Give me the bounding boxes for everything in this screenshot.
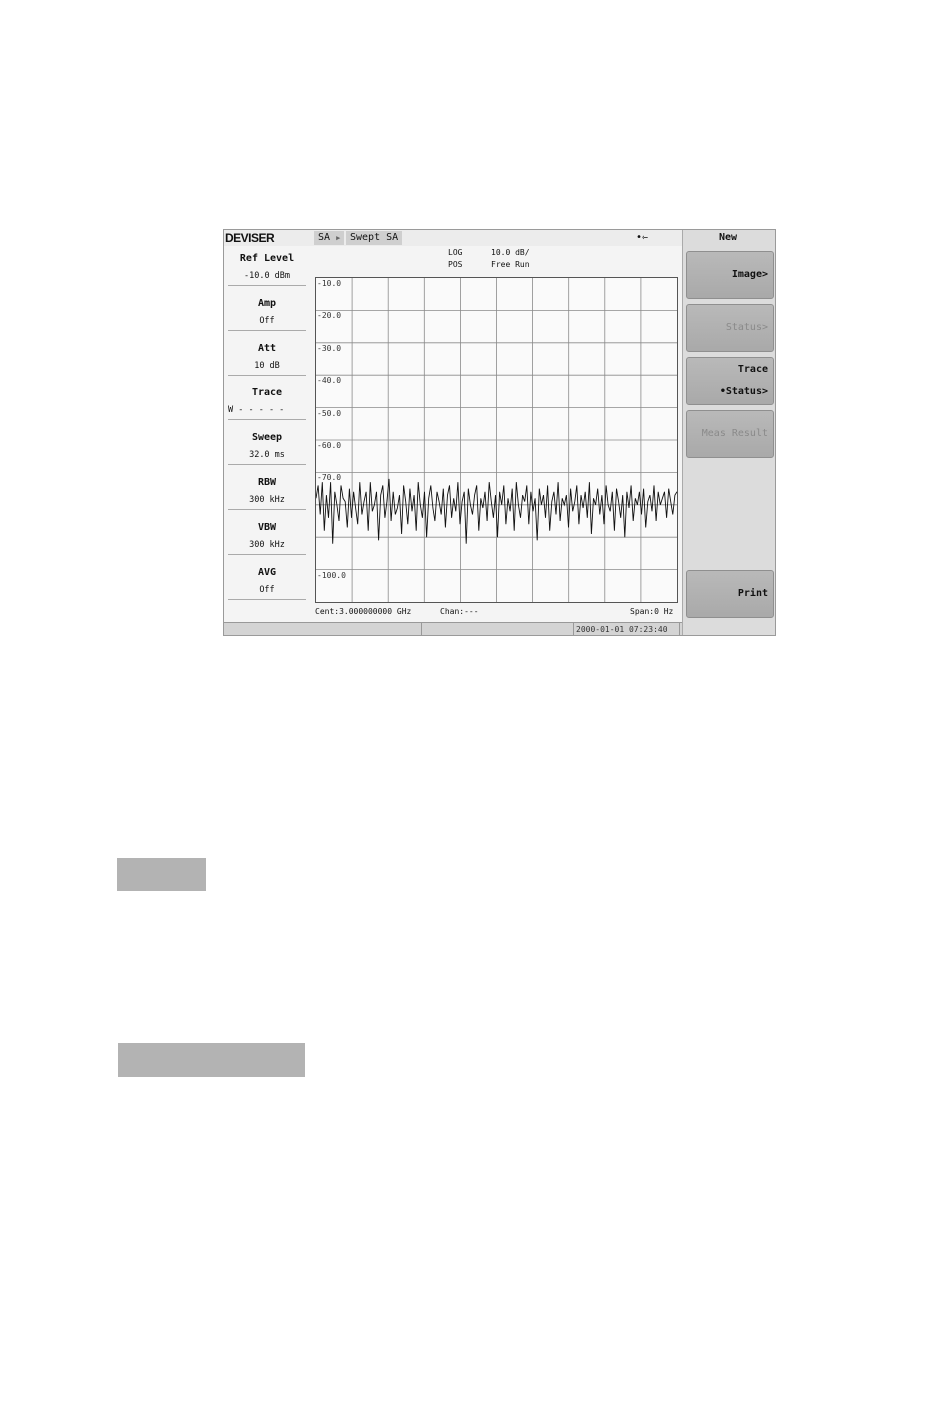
param-label: Trace (251, 387, 283, 399)
datetime: 2000-01-01 07:23:40 (574, 623, 680, 636)
softkey-menu (682, 230, 776, 635)
y-tick-label: -10.0 (317, 279, 342, 288)
status-cell-2 (422, 623, 574, 636)
usb-icon: •⇽ (636, 232, 649, 243)
param-separator (228, 554, 306, 555)
parameter-panel (224, 250, 310, 616)
param-vbw[interactable] (224, 519, 310, 555)
chevron-right-icon: ▶ (336, 234, 341, 242)
scale-div: 10.0 dB/ (491, 248, 530, 257)
param-value: W - - - - - (228, 405, 285, 416)
subsection-heading-bar (118, 1043, 305, 1077)
param-separator (228, 330, 306, 331)
trace-plot[interactable] (315, 277, 678, 603)
y-tick-label: -30.0 (317, 343, 342, 353)
measurement-label: Swept SA (350, 232, 399, 243)
param-ref-level[interactable] (224, 250, 310, 286)
param-amp[interactable] (224, 295, 310, 331)
trigger-mode: Free Run (491, 260, 530, 269)
brand-logo (225, 231, 291, 245)
meas-result-softkey[interactable] (686, 410, 774, 458)
section-heading-bar (117, 858, 206, 891)
param-value: Off (259, 315, 275, 326)
param-label: RBW (257, 477, 277, 488)
trace-chart (316, 278, 677, 602)
param-label: VBW (257, 521, 277, 533)
param-separator (228, 464, 306, 465)
param-label: Amp (257, 297, 277, 309)
param-trace[interactable] (224, 384, 310, 420)
param-avg[interactable] (224, 564, 310, 600)
param-separator (228, 375, 306, 376)
menu-title: New (718, 232, 738, 243)
y-tick-label: -60.0 (317, 441, 342, 450)
print-softkey-label: Print (737, 588, 768, 599)
param-label: AVG (257, 566, 277, 578)
param-rbw[interactable] (224, 474, 310, 510)
detector: POS (448, 260, 463, 269)
center-frequency: Cent:3.000000000 GHz (315, 607, 412, 616)
param-separator (228, 419, 306, 420)
param-label: Ref Level (239, 253, 295, 264)
print-softkey[interactable] (686, 570, 774, 618)
status-bar (224, 622, 682, 636)
param-sweep[interactable] (224, 429, 310, 465)
title-bar (224, 230, 682, 246)
scale-info (448, 247, 462, 271)
param-separator (228, 285, 306, 286)
brand-text: DEVISER (225, 231, 275, 245)
image-softkey[interactable] (686, 251, 774, 299)
measurement-tab[interactable] (346, 231, 402, 245)
y-tick-label: -100.0 (317, 570, 346, 580)
image-softkey-label: Image> (731, 269, 768, 280)
channel-readout: Chan:--- (440, 607, 479, 616)
param-att[interactable] (224, 340, 310, 376)
meas-result-softkey-label: Meas Result (701, 428, 768, 439)
trace-status-softkey[interactable] (686, 357, 774, 405)
scale-settings (491, 247, 530, 271)
scale-type: LOG (448, 248, 463, 257)
param-value: -10.0 dBm (243, 271, 291, 281)
param-value: 300 kHz (249, 539, 285, 550)
status-cell-1 (224, 623, 422, 636)
span-readout: Span:0 Hz (630, 607, 674, 616)
y-tick-label: -20.0 (317, 311, 342, 321)
param-separator (228, 509, 306, 510)
y-tick-label: -70.0 (317, 473, 342, 483)
param-value: 300 kHz (249, 495, 285, 505)
y-tick-label: -50.0 (317, 408, 342, 418)
y-tick-label: -40.0 (317, 376, 342, 386)
status-softkey[interactable] (686, 304, 774, 352)
mode-label: SA (318, 232, 331, 243)
analyzer-screen (223, 229, 776, 636)
param-separator (228, 599, 306, 600)
status-softkey-label: Status> (725, 322, 768, 333)
param-value: Off (259, 584, 275, 595)
param-value: 32.0 ms (249, 450, 285, 461)
param-value: 10 dB (254, 360, 280, 371)
trace-softkey-line1: Trace (737, 364, 768, 375)
mode-tab[interactable] (314, 231, 344, 245)
param-label: Att (257, 342, 277, 354)
trace-softkey-line2: •Status> (719, 386, 768, 397)
param-label: Sweep (251, 432, 283, 444)
